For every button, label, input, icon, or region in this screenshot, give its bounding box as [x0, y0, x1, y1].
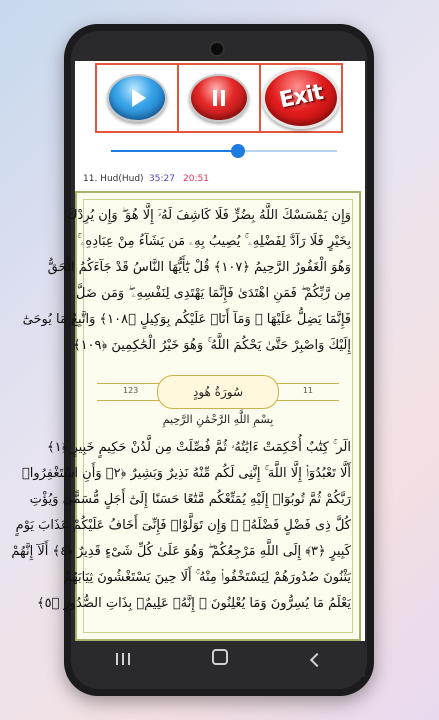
slider-thumb[interactable] [231, 144, 245, 158]
playback-status [83, 172, 353, 186]
verse-line: كُلَّ ذِى فَضْلٍ فَضْلَهُۥ ۖ وَإِن تَوَلَّوْا۟ فَإِنِّىٓ أَخَافُ عَلَيْكُمْ عَذَابَ يَوْمٍ [15, 518, 351, 533]
verse-line: رَبَّكُمْ ثُمَّ تُوبُوٓا۟ إِلَيْهِ يُمَتِّعْكُم مَّتَٰعًا حَسَنًا إِلَىٰٓ أَجَلٍ مُّسَمًّى وَيُؤْتِ [29, 492, 351, 507]
verse-line: إِلَيْكَ وَاصْبِرْ حَتَّىٰ يَحْكُمَ اللَّهُ ۚ وَهُوَ خَيْرُ الْحَٰكِمِينَ ﴿١٠٩﴾ [72, 338, 351, 353]
verse-line: بِخَيْرٍ فَلَا رَآدَّ لِفَضْلِهِۦ ۚ يُصِيبُ بِهِۦ مَن يَشَآءُ مِنْ عِبَادِهِۦ ۚ [77, 234, 351, 249]
playback-slider[interactable] [111, 142, 337, 160]
exit-button[interactable] [262, 67, 340, 129]
play-icon [132, 89, 146, 107]
verse-line: مِن رَّبِّكُمْ ۖ فَمَنِ اهْتَدَىٰ فَإِنَّمَا يَهْتَدِى لِنَفْسِهِۦ ۖ وَمَن ضَلَّ [76, 286, 351, 301]
player-controls [95, 63, 343, 133]
pause-icon [212, 90, 226, 106]
exit-cell [261, 65, 341, 131]
surah-title: سُورَةُ هُودٍ [157, 375, 279, 409]
verse-line: وَإِن يَمْسَسْكَ اللَّهُ بِضُرٍّ فَلَا كَاشِفَ لَهُۥٓ إِلَّا هُوَ ۖ وَإِن يُرِدْكَ [66, 208, 351, 223]
verse-line: كَبِيرٍ ﴿٣﴾ إِلَى اللَّهِ مَرْجِعُكُمْ ۖ وَهُوَ عَلَىٰ كُلِّ شَىْءٍ قَدِيرٌ ﴿٤﴾ أَلَآ إِنَّهُمْ [11, 544, 351, 559]
total-time: 20:51 [183, 174, 209, 184]
home-button[interactable] [200, 649, 240, 669]
recent-apps-button[interactable] [103, 650, 143, 669]
home-icon [212, 649, 228, 665]
verse-line: يَثْنُونَ صُدُورَهُمْ لِيَسْتَخْفُوا۟ مِنْهُ ۚ أَلَا حِينَ يَسْتَغْشُونَ ثِيَابَهُمْ [63, 570, 351, 585]
back-icon [310, 652, 324, 666]
pause-cell [179, 65, 261, 131]
system-navbar [75, 641, 365, 677]
exit-label: Exit [277, 80, 325, 114]
quran-page [11, 191, 361, 641]
verse-line: الٓر ۚ كِتَٰبٌ أُحْكِمَتْ ءَايَٰتُهُۥ ثُمَّ فُصِّلَتْ مِن لَّدُنْ حَكِيمٍ خَبِيرٍ ﴿١﴾ [46, 440, 351, 455]
play-cell [97, 65, 179, 131]
recent-apps-icon [116, 653, 130, 665]
verse-line: وَهُوَ الْغَفُورُ الرَّحِيمُ ﴿١٠٧﴾ قُلْ يَٰٓأَيُّهَا النَّاسُ قَدْ جَآءَكُمُ الْحَقُّ [47, 260, 351, 275]
ayah-count: 123 [123, 386, 139, 395]
app-screen [11, 61, 365, 641]
play-button[interactable] [107, 74, 167, 122]
slider-fill [111, 150, 238, 152]
back-button[interactable] [297, 650, 337, 669]
surah-header [97, 371, 339, 411]
front-camera-icon [209, 41, 225, 57]
current-time: 35:27 [149, 174, 175, 184]
verse-line: أَلَّا تَعْبُدُوٓا۟ إِلَّا اللَّهَ ۚ إِنَّنِى لَكُم مِّنْهُ نَذِيرٌ وَبَشِيرٌ ﴿٢﴾ وَأَنِ اسْتَغْفِرُوا۟ [21, 466, 351, 481]
verse-line: فَإِنَّمَا يَضِلُّ عَلَيْهَا ۖ وَمَآ أَنَا۠ عَلَيْكُم بِوَكِيلٍ ﴿١٠٨﴾ وَاتَّبِعْ مَا يُوحَىٰٓ [22, 312, 351, 327]
surah-number: 11 [302, 386, 313, 395]
surah-name: 11. Hud(Hud) [83, 174, 144, 184]
verse-line: يَعْلَمُ مَا يُسِرُّونَ وَمَا يُعْلِنُونَ ۚ إِنَّهُۥ عَلِيمٌۢ بِذَاتِ الصُّدُورِ ﴿٥﴾ [36, 596, 351, 611]
basmala: بِسْمِ اللَّهِ الرَّحْمَٰنِ الرَّحِيمِ [162, 413, 274, 426]
pause-button[interactable] [189, 74, 249, 122]
